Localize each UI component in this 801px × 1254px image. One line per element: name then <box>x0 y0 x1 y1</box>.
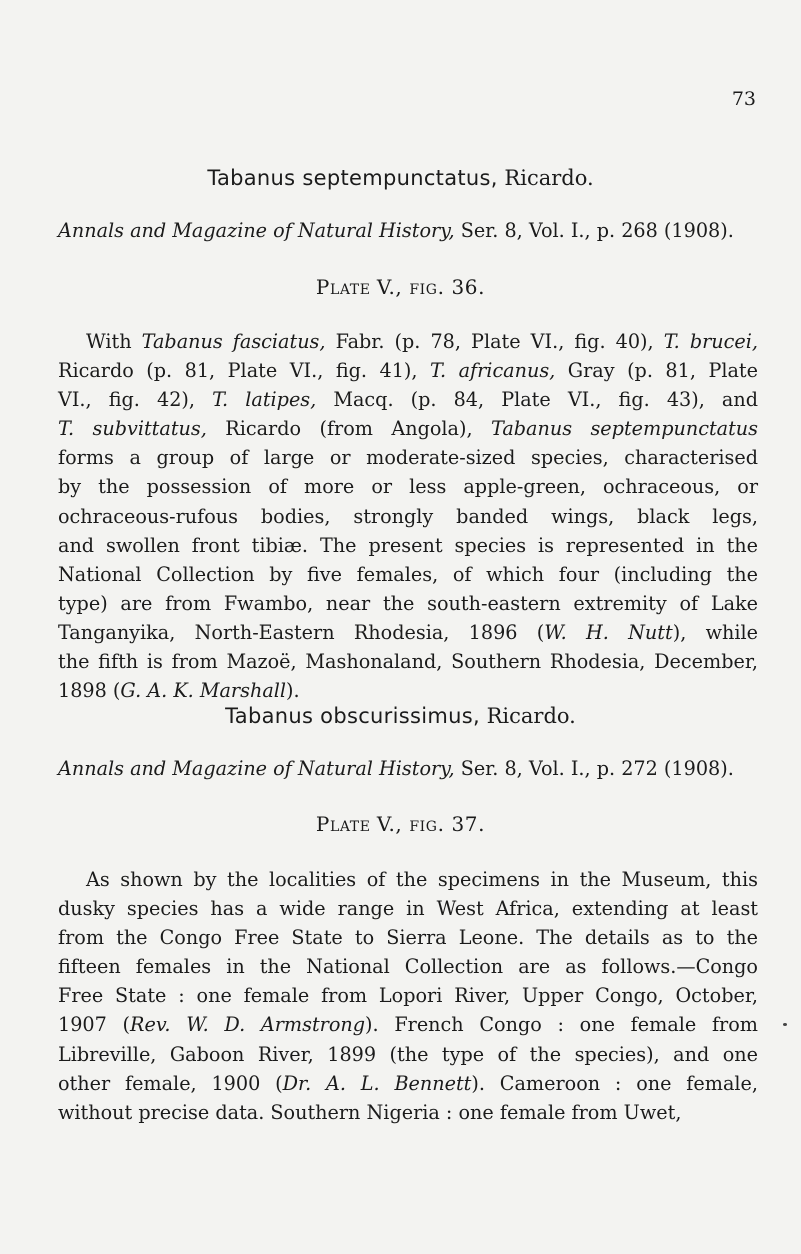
text-run: Fabr. (p. 78, Plate VI., fig. 40), <box>325 330 664 353</box>
text-run: the fifth is from Mazoë, Mashonaland, Southern Rhodesia, December, <box>58 650 758 674</box>
text-run: Macq. (p. 84, Plate VI., fig. 43), and <box>316 388 758 412</box>
text-run: other female, 1900 ( <box>58 1071 283 1095</box>
italic-text: T. subvittatus, <box>58 417 207 441</box>
citation-details: Ser. 8, Vol. I., p. 268 (1908). <box>460 219 734 242</box>
italic-text: Tabanus septempunctatus <box>491 417 759 441</box>
plate-word: Plate <box>315 275 371 299</box>
text-run: ). <box>286 679 300 703</box>
text-line <box>58 414 758 443</box>
text-run: As shown by the localities of the specimens in the Museum, this <box>86 868 758 891</box>
plate-reference-fig-37 <box>0 812 801 836</box>
text-run: ). Cameroon : one female, <box>471 1071 758 1095</box>
italic-text: W. H. Nutt <box>544 620 673 644</box>
text-run: type) are from Fwambo, near the south-eastern extremity of Lake <box>58 591 758 615</box>
plate-figure: V., fig. 36. <box>376 275 486 299</box>
italic-text: Rev. W. D. Armstrong <box>130 1013 366 1037</box>
text-run: Ricardo (from Angola), <box>206 417 492 441</box>
text-line <box>58 1069 758 1098</box>
text-line <box>58 502 758 531</box>
text-run: without precise data. Southern Nigeria : one female from Uwet, <box>58 1100 682 1124</box>
text-run: Libreville, Gaboon River, 1899 (the type of the species), and one <box>58 1042 758 1066</box>
text-run: Gray (p. 81, Plate <box>555 359 759 383</box>
text-run: 1907 ( <box>58 1013 131 1037</box>
print-speck <box>783 1023 787 1026</box>
text-line <box>58 531 758 560</box>
text-line <box>58 1098 758 1127</box>
text-line <box>58 618 758 647</box>
citation-details: Ser. 8, Vol. I., p. 272 (1908). <box>460 757 734 780</box>
text-line <box>58 981 758 1010</box>
italic-text: T. brucei, <box>663 330 758 353</box>
text-run: dusky species has a wide range in West Africa, extending at least <box>58 897 758 921</box>
text-run: National Collection by five females, of which four (including the <box>58 562 758 586</box>
text-line <box>58 385 758 414</box>
text-run: and swollen front tibiæ. The present species is represented in the <box>58 533 758 557</box>
text-line <box>58 923 758 952</box>
italic-text: T. latipes, <box>212 388 317 412</box>
text-run: ochraceous-rufous bodies, strongly banded wings, black legs, <box>58 504 758 528</box>
italic-text: Tabanus fasciatus, <box>141 330 326 353</box>
text-line <box>58 443 758 472</box>
text-run: Free State : one female from Lopori River, Upper Congo, October, <box>58 984 758 1008</box>
species-author: Ricardo. <box>486 704 576 728</box>
text-line <box>58 560 758 589</box>
citation-obscurissimus <box>58 757 758 781</box>
text-line <box>58 952 758 981</box>
text-run: With <box>86 330 142 353</box>
citation-septempunctatus <box>58 219 758 243</box>
plate-word: Plate <box>315 812 371 836</box>
plate-reference-fig-36 <box>0 275 801 299</box>
text-run: from the Congo Free State to Sierra Leone. The details as to the <box>58 926 758 950</box>
paragraph-obscurissimus <box>58 865 758 1127</box>
plate-figure: V., fig. 37. <box>376 812 486 836</box>
text-line <box>58 472 758 501</box>
citation-journal: Annals and Magazine of Natural History, <box>58 757 455 780</box>
text-run: Tanganyika, North-Eastern Rhodesia, 1896 ( <box>58 620 545 644</box>
text-line <box>58 647 758 676</box>
italic-text: Dr. A. L. Bennett <box>282 1071 472 1095</box>
text-run: ). French Congo : one female from <box>365 1013 758 1037</box>
text-line <box>58 1040 758 1069</box>
species-name: Tabanus septempunctatus, <box>207 166 498 190</box>
text-run: forms a group of large or moderate-sized species, characterised <box>58 446 758 470</box>
species-name: Tabanus obscurissimus, <box>225 704 480 728</box>
italic-text: G. A. K. Marshall <box>120 679 287 703</box>
text-run: ), while <box>672 620 758 644</box>
paragraph-septempunctatus <box>58 327 758 705</box>
citation-journal: Annals and Magazine of Natural History, <box>58 219 455 242</box>
text-line <box>58 589 758 618</box>
text-run: 1898 ( <box>58 679 121 703</box>
text-line <box>58 1010 758 1039</box>
text-line <box>58 327 758 356</box>
text-line <box>58 356 758 385</box>
page-number: 73 <box>731 88 756 110</box>
species-heading-obscurissimus <box>0 703 801 729</box>
text-run: by the possession of more or less apple-green, ochraceous, or <box>58 475 758 499</box>
species-heading-septempunctatus <box>0 165 801 191</box>
species-author: Ricardo. <box>504 166 594 190</box>
italic-text: T. africanus, <box>430 359 556 383</box>
text-run: VI., fig. 42), <box>58 388 213 412</box>
text-run: Ricardo (p. 81, Plate VI., fig. 41), <box>58 359 431 383</box>
text-line <box>58 676 758 705</box>
text-line <box>58 894 758 923</box>
text-run: fifteen females in the National Collection are as follows.—Congo <box>58 955 758 979</box>
text-line <box>58 865 758 894</box>
